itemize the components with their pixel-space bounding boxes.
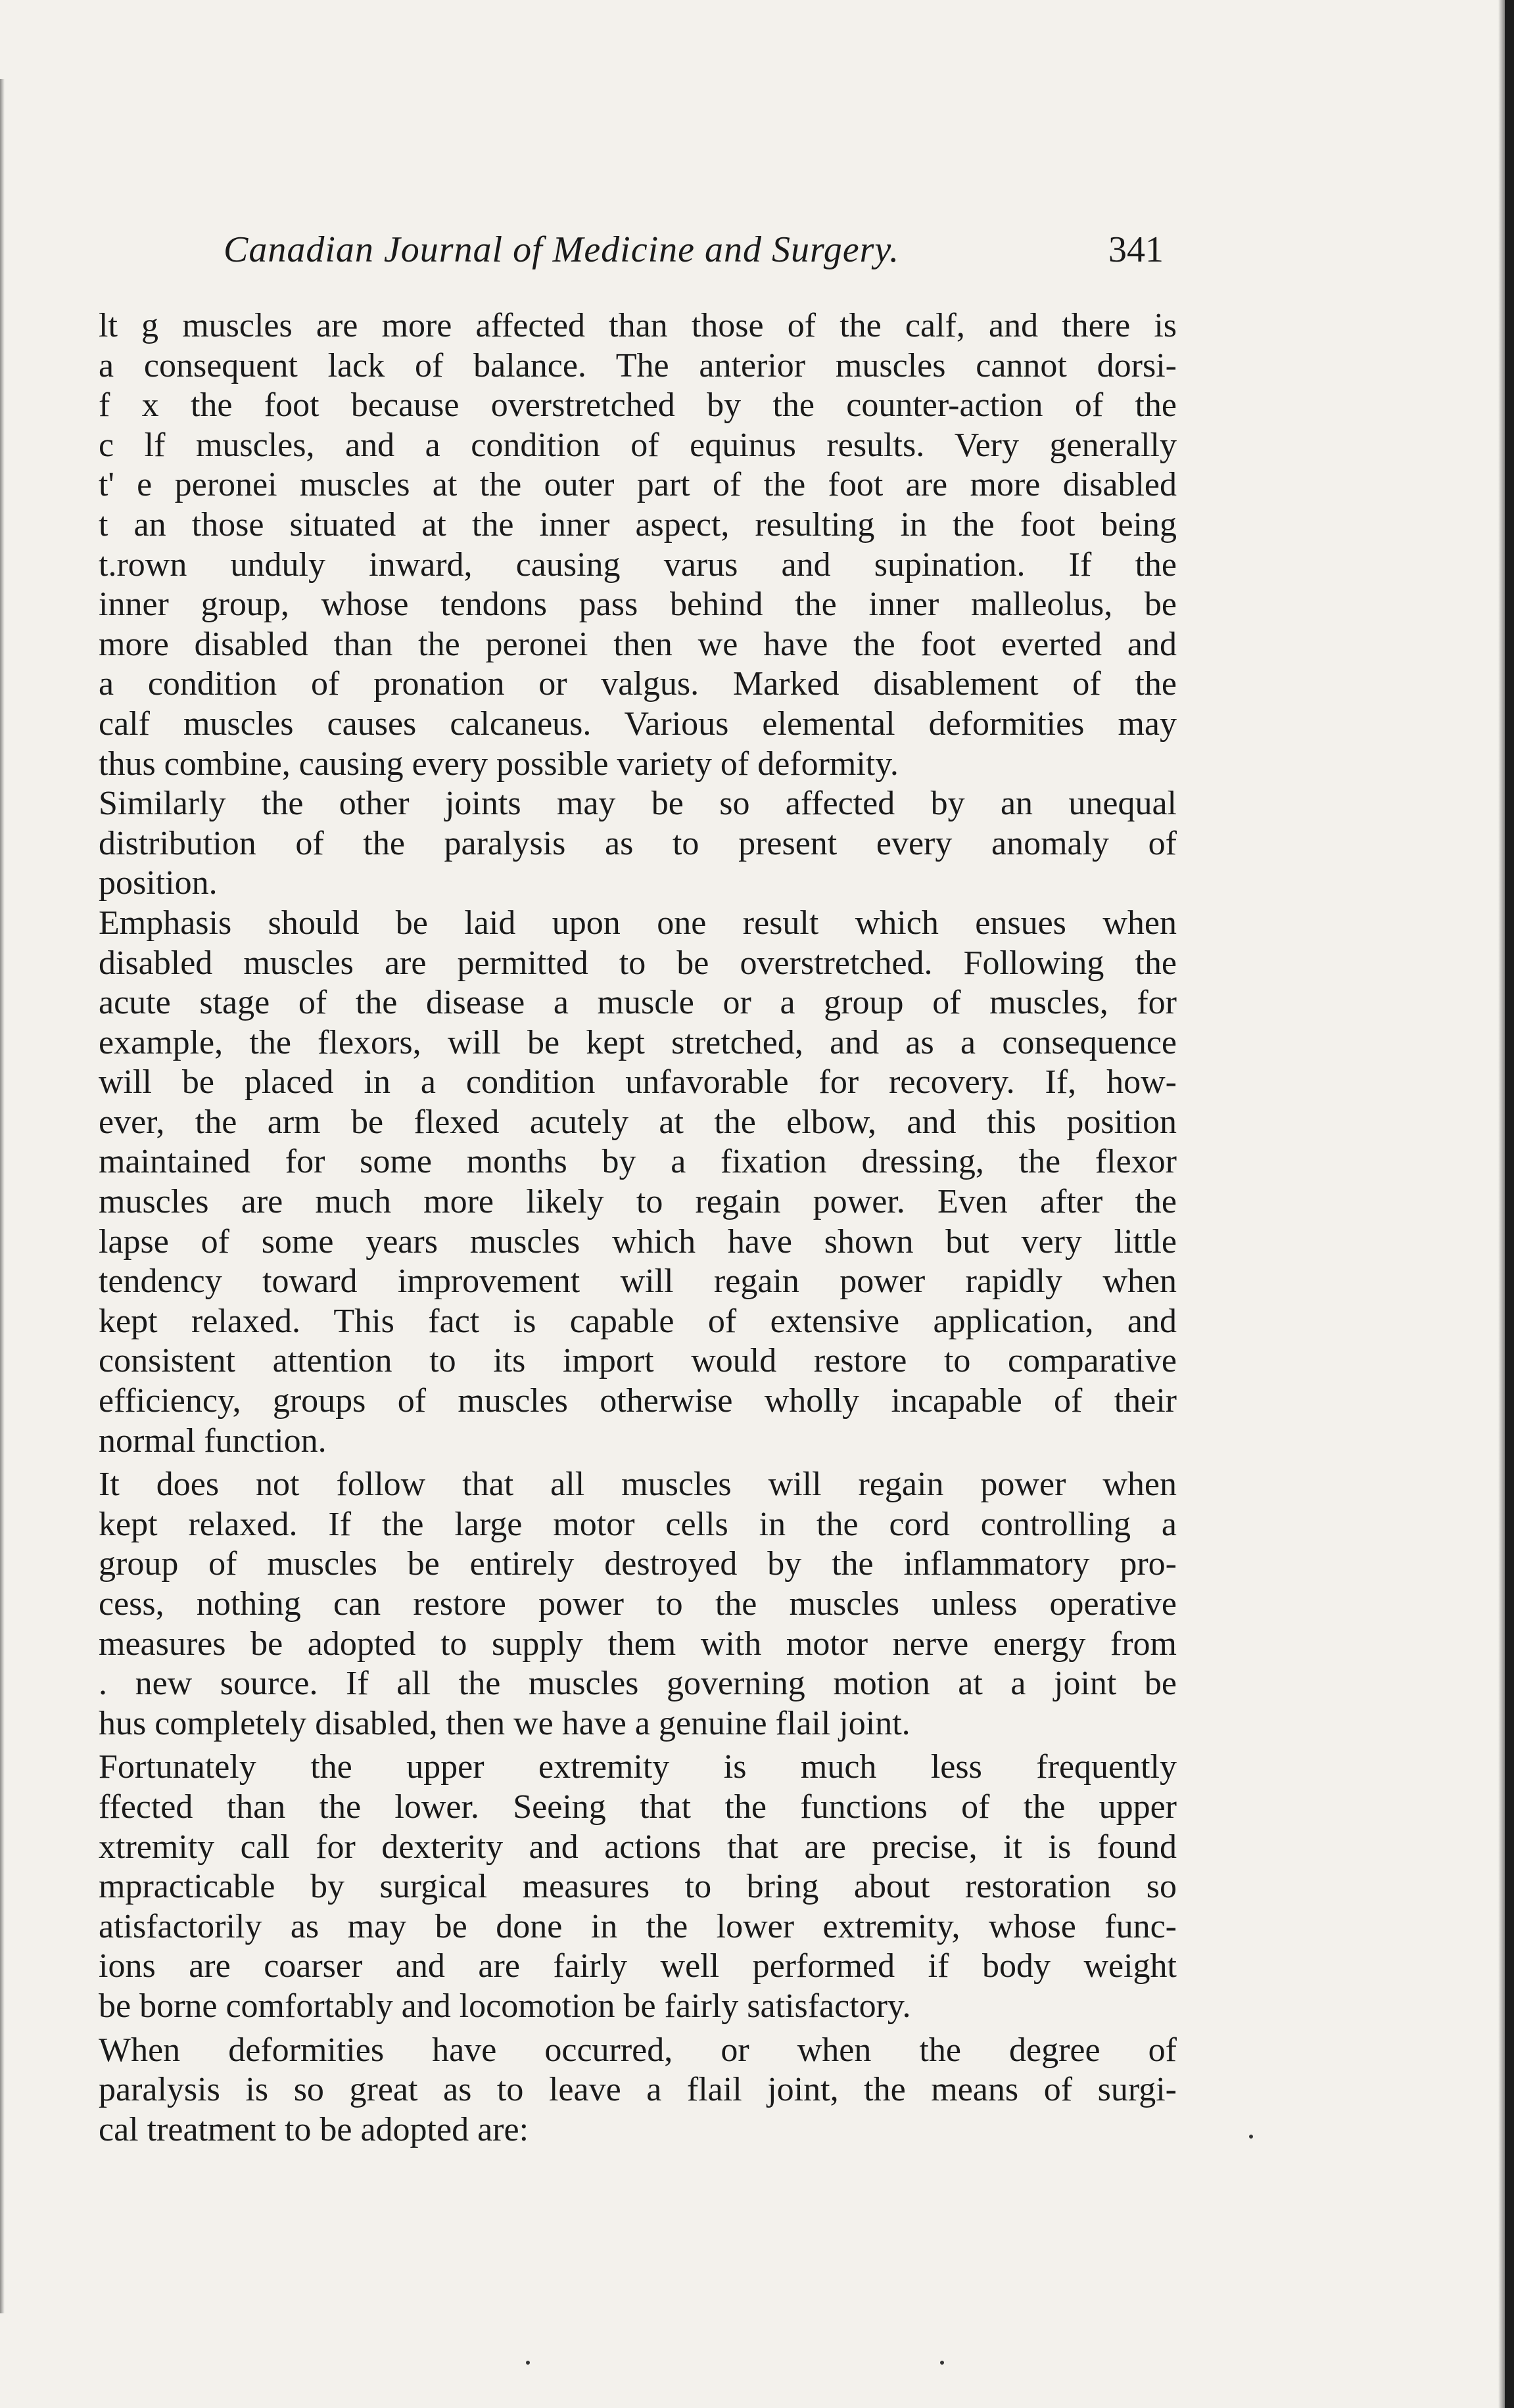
text-line: maintained for some months by a fixation dressing, the flexor: [99, 1143, 1177, 1181]
text-line: ever, the arm be flexed acutely at the elbow, and this position: [99, 1103, 1177, 1141]
text-line: muscles are much more likely to regain power. Even after the: [99, 1183, 1177, 1221]
text-line: Emphasis should be laid upon one result which ensues when: [99, 904, 1177, 942]
text-line: efficiency, groups of muscles otherwise wholly incapable of their: [99, 1382, 1177, 1420]
text-line: c lf muscles, and a condition of equinus results. Very generally: [99, 426, 1177, 464]
scan-binding-edge: [1505, 0, 1514, 2408]
body-text: [99, 306, 1177, 2150]
text-line: t' e peronei muscles at the outer part of the foot are more disabled: [99, 466, 1177, 504]
text-line: lt g muscles are more affected than those of the calf, and there is: [99, 307, 1177, 344]
text-line: Similarly the other joints may be so affected by an unequal: [99, 785, 1177, 823]
text-line: distribution of the paralysis as to present every anomaly of: [99, 824, 1177, 862]
text-line: f x the foot because overstretched by the counter-action of the: [99, 386, 1177, 425]
text-line: tendency toward improvement will regain power rapidly when: [99, 1262, 1177, 1301]
text-line: will be placed in a condition unfavorable for recovery. If, how-: [99, 1063, 1177, 1101]
scan-speck: [940, 2361, 944, 2365]
text-line: a consequent lack of balance. The anterior muscles cannot dorsi-: [99, 346, 1177, 384]
text-line: disabled muscles are permitted to be overstretched. Following the: [99, 944, 1177, 982]
text-line: t an those situated at the inner aspect, resulting in the foot being: [99, 505, 1177, 544]
text-line: paralysis is so great as to leave a flail joint, the means of surgi-: [99, 2071, 1177, 2109]
text-line: lapse of some years muscles which have shown but very little: [99, 1222, 1177, 1261]
text-line: consistent attention to its import would restore to comparative: [99, 1342, 1177, 1380]
text-line: It does not follow that all muscles will regain power when: [99, 1466, 1177, 1504]
text-line: xtremity call for dexterity and actions that are precise, it is found: [99, 1828, 1177, 1866]
text-line: . new source. If all the muscles governing motion at a joint be: [99, 1665, 1177, 1703]
text-line: position.: [99, 864, 218, 902]
text-line: group of muscles be entirely destroyed by the inflammatory pro-: [99, 1545, 1177, 1583]
text-line: ffected than the lower. Seeing that the functions of the upper: [99, 1788, 1177, 1826]
text-line: thus combine, causing every possible variety of deformity.: [99, 745, 899, 783]
page-number: 341: [1108, 229, 1164, 270]
text-line: t.rown unduly inward, causing varus and supination. If the: [99, 545, 1177, 584]
scan-speck: [1249, 2135, 1253, 2139]
text-line: be borne comfortably and locomotion be fairly satisfactory.: [99, 1987, 911, 2025]
text-line: more disabled than the peronei then we have the foot everted and: [99, 625, 1177, 663]
text-line: normal function.: [99, 1422, 327, 1460]
running-title: Canadian Journal of Medicine and Surgery.: [224, 229, 900, 270]
page-header: [224, 229, 1164, 275]
text-line: acute stage of the disease a muscle or a group of muscles, for: [99, 984, 1177, 1022]
scan-shadow-left: [0, 79, 5, 2313]
scan-shadow-right: [1498, 0, 1505, 2408]
text-line: hus completely disabled, then we have a genuine flail joint.: [99, 1704, 911, 1742]
text-line: kept relaxed. If the large motor cells in the cord controlling a: [99, 1505, 1177, 1543]
text-line: example, the flexors, will be kept stretched, and as a consequence: [99, 1023, 1177, 1061]
text-line: Fortunately the upper extremity is much less frequently: [99, 1748, 1177, 1786]
text-line: measures be adopted to supply them with motor nerve energy from: [99, 1625, 1177, 1663]
text-line: a condition of pronation or valgus. Marked disablement of the: [99, 665, 1177, 703]
text-line: inner group, whose tendons pass behind the inner malleolus, be: [99, 586, 1177, 624]
text-line: When deformities have occurred, or when the degree of: [99, 2031, 1177, 2069]
text-line: kept relaxed. This fact is capable of extensive application, and: [99, 1302, 1177, 1340]
text-line: atisfactorily as may be done in the lower extremity, whose func-: [99, 1907, 1177, 1945]
text-line: mpracticable by surgical measures to bring about restoration so: [99, 1868, 1177, 1906]
scan-speck: [526, 2361, 530, 2365]
text-line: cess, nothing can restore power to the muscles unless operative: [99, 1585, 1177, 1623]
text-line: ions are coarser and are fairly well performed if body weight: [99, 1947, 1177, 1985]
text-line: calf muscles causes calcaneus. Various elemental deformities may: [99, 705, 1177, 743]
text-line: cal treatment to be adopted are:: [99, 2110, 529, 2148]
